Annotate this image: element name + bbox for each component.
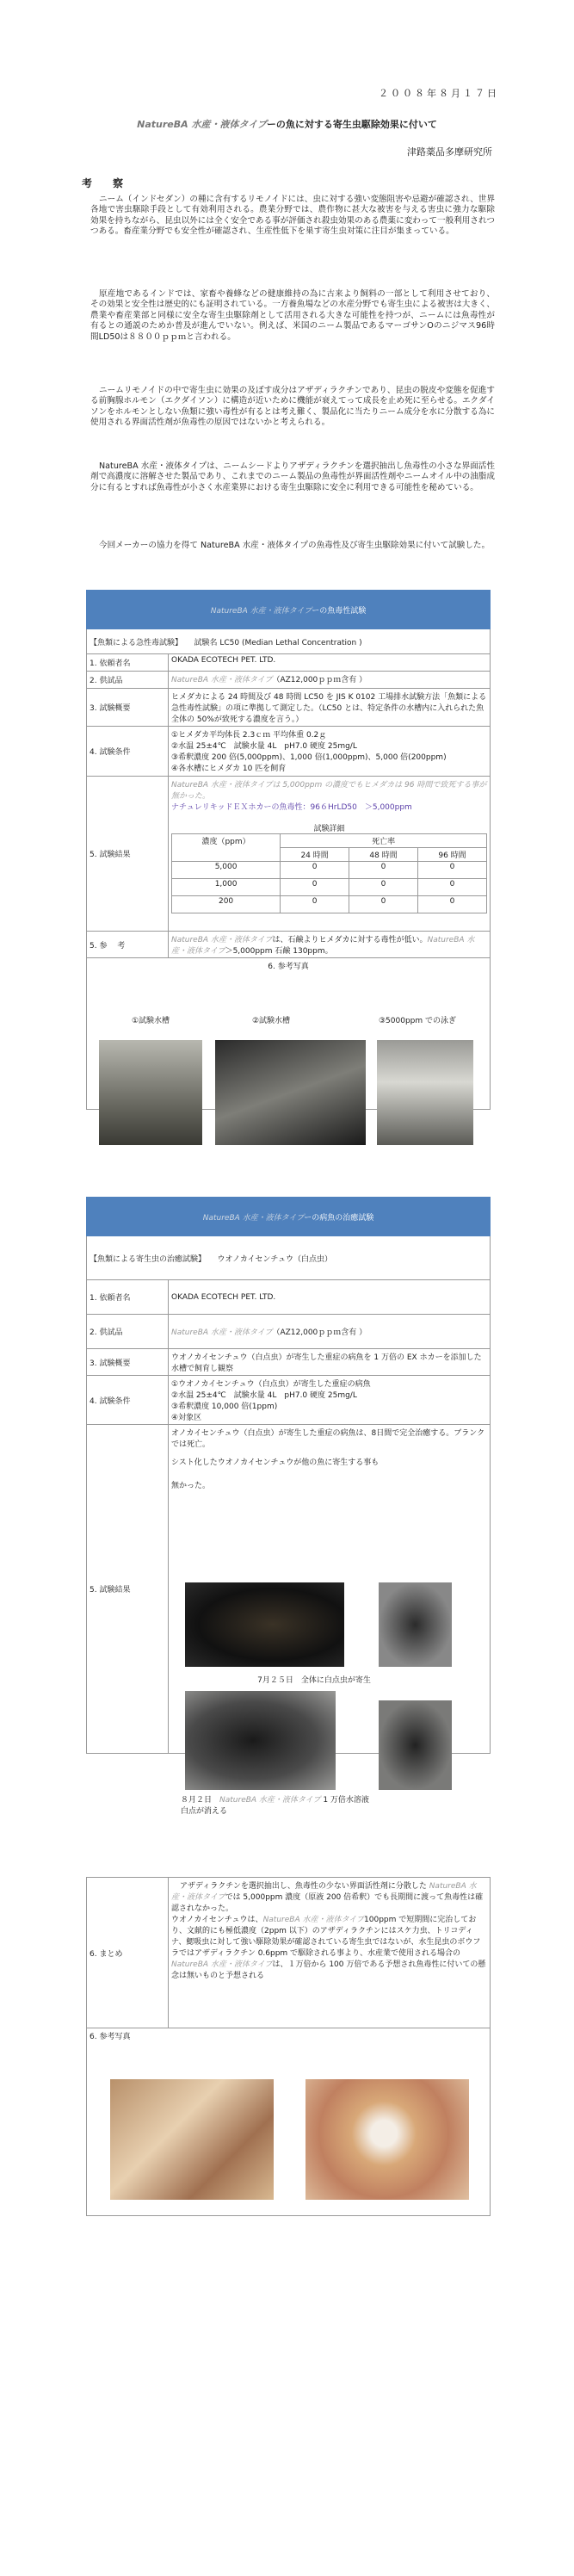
t1-hour-96: 96 時間 (418, 848, 487, 862)
table2-band-brand: NatureBA 水産・液体タイプ (202, 1213, 305, 1223)
t2-cond-1: ①ウオノカイセンチュウ（白点虫）が寄生した重症の病魚 (171, 1380, 371, 1389)
t1-sample (169, 672, 491, 689)
title-rest: ーの魚に対する寄生虫駆除効果に付いて (266, 119, 437, 130)
t2-result-text2: シスト化したウオノカイセンチュウが他の魚に寄生する事も (171, 1458, 380, 1467)
t2-label-requester: 1. 依頼者名 (87, 1280, 169, 1315)
t1-conditions (169, 727, 491, 777)
t1-photo-cap-3: ③5000ppm での泳ぎ (378, 1017, 457, 1025)
t1-conc-200: 200 (172, 896, 281, 913)
t1-photo-cap-1: ①試験水槽 (131, 1017, 170, 1025)
t2-cond-4: ④対象区 (171, 1414, 202, 1422)
t1-detail-table (171, 833, 487, 913)
paragraph-2: 原産地であるインドでは、家畜や養蜂などの健康維持の為に古来より飼料の一部として利用させており、その効果と安全性は歴史的にも証明されている。一方養魚場などの水産分野でも寄生虫による被害は大きく、農業や畜産業部と同様に安全な寄生虫駆除剤として活用される大きな可能性を持つが、ニームには魚毒性が有るとの通説のためか普及が進んでいない。例えば、米国のニーム製品であるマーゴサンOのニジマス96時間LD50は８８００ｐｐｍと言われる。 (90, 289, 495, 342)
t1-cell: 0 (418, 879, 487, 896)
t1-detail-title: 試験詳細 (313, 825, 345, 833)
t3-summary-2: では 5,000ppm 濃度（原液 200 倍希釈）でも長期間に渡って魚毒性は確認されなかった。 (171, 1893, 484, 1913)
t1-cond-4: ④各水槽にヒメダカ 10 匹を飼育 (171, 765, 287, 773)
t3-summary (169, 1878, 491, 2028)
table1-band-title: ーの魚毒性試験 (312, 606, 367, 616)
t1-photos-title: 6. 参考写真 (268, 963, 309, 971)
cure-test-table (86, 1197, 491, 1754)
t1-cell: 0 (281, 862, 349, 879)
t1-photo-cap-2: ②試験水槽 (251, 1017, 291, 1025)
t1-ref-text2: ＞5,000ppm 石鹸 130ppm。 (225, 947, 333, 956)
paragraph-5: 今回メーカーの協力を得て NatureBA 水産・液体タイプの魚毒性及び寄生虫駆除効果に付いて試験した。 (99, 541, 491, 550)
t2-cap2-brand: NatureBA 水産・液体タイプ (219, 1796, 321, 1805)
t3-photos-title: 6. 参考写真 (89, 2033, 131, 2041)
t3-summary-1: アザディラクチンを選択抽出し、魚毒性の少ない界面活性剤に分散した (180, 1882, 429, 1891)
t1-label-reference: 5. 参 考 (87, 932, 169, 958)
t1-cell: 0 (418, 896, 487, 913)
t1-result-text: NatureBA 水産・液体タイプは 5,000ppm の濃度でもヒメダカは 96 時間で致死する事が無かった。 (171, 781, 487, 801)
section-heading: 考 察 (82, 177, 129, 189)
t1-cond-3: ③希釈濃度 200 倍(5,000ppm)、1,000 倍(1,000ppm)、5,000 倍(200ppm) (171, 753, 447, 762)
t3-summary-4: 100ppm で短期間に完治しており、文献的にも極低濃度（2ppm 以下）のアザディラクチンにはスケ力虫、トリコディナ、鰓吸虫に対して強い駆除効果が確認されている寄生虫ではないが、水生昆虫のボウフラではアザディラクチン 0.6ppm で駆除される事より、水産業で使用される場合の (171, 1916, 481, 1958)
t1-cell: 0 (281, 879, 349, 896)
toxicity-test-table (86, 590, 491, 1110)
t1-photo-tank-2 (215, 1040, 366, 1145)
t1-photo-tank-1 (99, 1040, 202, 1145)
t3-brand-2: NatureBA 水産・液体タイプ (262, 1916, 365, 1924)
t1-col-death: 死亡率 (281, 834, 487, 848)
t2-result-text3: 無かった。 (171, 1482, 211, 1490)
t1-label-requester: 1. 依頼者名 (87, 654, 169, 672)
paragraph-4: NatureBA 水産・液体タイプは、ニームシードよりアザディラクチンを選択抽出し魚毒性の小さな界面活性剤で高濃度に溶解させた製品であり、これまでのニーム製品の魚毒性が界面活性剤やニームオイル中の油脂成分に有るとすれば魚毒性が小さく水産業界における寄生虫駆除に安全に利用できる可能性を秘めている。 (90, 461, 495, 492)
t1-col-conc: 濃度（ppm） (172, 834, 281, 862)
paragraph-3: ニームリモノイドの中で寄生虫に効果の及ぼす成分はアザディラクチンであり、昆虫の脱皮や変態を促進する前胸腺ホルモン（エクダイソン）に構造が近いために機能が衰えてって成長を止め死に至らせる。エクダイソンをホルモンとしない魚類に強い毒性が有るとは考え難く、製品化に当たりニーム成分を水に分散する為に使用される界面活性剤が魚毒性の原因ではないかと考えられる。 (90, 386, 495, 428)
t2-cap2-note: 白点が消える (181, 1807, 228, 1816)
table1-band (87, 591, 491, 629)
table2-band-title: ーの病魚の治癒試験 (304, 1213, 374, 1223)
t1-label-sample: 2. 供試品 (87, 672, 169, 689)
t3-brand-3: NatureBA 水産・液体タイプ (171, 1960, 273, 1969)
t1-requester: OKADA ECOTECH PET. LTD. (169, 654, 491, 672)
t1-hour-24: 24 時間 (281, 848, 349, 862)
t2-result-text1: オノカイセンチュウ（白点虫）が寄生した重症の病魚は、8日間で完全治癒する。ブランクでは死亡。 (171, 1429, 485, 1449)
t2-requester: OKADA ECOTECH PET. LTD. (169, 1280, 491, 1315)
t2-sample (169, 1315, 491, 1349)
t2-sample-spec: （AZ12,000ｐｐｍ含有 ） (272, 1328, 367, 1337)
t3-label-summary: 6. まとめ (87, 1878, 169, 2028)
t3-brand-1: NatureBA 水産・液体タイプ (171, 1882, 477, 1902)
t1-reference (169, 932, 491, 958)
paragraph-1: ニーム（インドセダン）の種に含有するリモノイドには、虫に対する強い変態阻害や忌避が確認され、世界各地で害虫駆除手段として有効利用される。農業分野では、農作物に甚大な被害を与える害虫に強力な駆除効果を持ちながら、昆虫以外には全く安全である事が評価され殺虫効果のある農薬に変わって一般利用されつつある。畜産業分野でも安全性が確認され、生産性低下を巣す寄生虫対策に注目が集まっている。 (90, 195, 495, 237)
t1-photo-tank-3 (377, 1040, 473, 1145)
t1-overview: ヒメダカによる 24 時間及び 48 時間 LC50 を JIS K 0102 工場排水試験方法「魚類による急性毒性試験」の項に準拠して測定した。（LC50 とは、特定条件の水槽内に入れられた魚全体の 50%が致死する濃度を言う。） (169, 689, 491, 727)
table2-band (87, 1198, 491, 1236)
t1-result-lc50: ナチュレリキッドＥＸホカーの魚毒性：96６HrLD50 ＞5,000ppm (171, 803, 412, 812)
t1-label-conditions: 4. 試験条件 (87, 727, 169, 777)
t2-photo-sick-1 (185, 1582, 344, 1667)
t2-photo-cap-1: 7月２５日 全体に白点虫が寄生 (257, 1676, 371, 1685)
t1-cell: 0 (349, 862, 418, 879)
t1-cell: 0 (349, 879, 418, 896)
t1-ref-brand2: NatureBA 水産・液体タイプ (171, 936, 475, 956)
t3-photo-micro-2 (306, 2079, 469, 2200)
t1-cell: 0 (281, 896, 349, 913)
t2-photo-cap-2 (181, 1793, 447, 1816)
document-author: 津路薬品多摩研究所 (407, 146, 492, 158)
t2-photo-cured-2 (379, 1700, 452, 1790)
t1-label-overview: 3. 試験概要 (87, 689, 169, 727)
t3-photo-micro-1 (110, 2079, 274, 2200)
t2-cap2-conc: 1 万倍水溶液 (320, 1796, 369, 1805)
t2-label-results: 5. 試験結果 (87, 1425, 169, 1754)
t2-photo-cured-1 (185, 1691, 336, 1790)
t1-label-results: 5. 試験結果 (87, 777, 169, 932)
t1-cond-2: ②水温 25±4℃ 試験水量 4L pH7.0 硬度 25mg/L (171, 742, 357, 751)
t2-overview: ウオノカイセンチュウ（白点虫）が寄生した重症の病魚を 1 万倍の EX ホカーを添加した水槽で飼育し観察 (169, 1349, 491, 1376)
t2-cond-3: ③希釈濃度 10,000 倍(1ppm) (171, 1403, 278, 1411)
t1-cell: 0 (349, 896, 418, 913)
t2-photo-sick-2 (379, 1582, 452, 1667)
t1-conc-1000: 1,000 (172, 879, 281, 896)
t2-label-sample: 2. 供試品 (87, 1315, 169, 1349)
t2-cap2-date: ８月２日 (181, 1796, 220, 1805)
t1-sample-brand: NatureBA 水産・液体タイプ (171, 676, 273, 684)
t1-cond-1: ①ヒメダカ平均体長 2.3ｃｍ 平均体重 0.2ｇ (171, 731, 327, 740)
t2-conditions (169, 1376, 491, 1425)
t1-cell: 0 (418, 862, 487, 879)
table1-subtitle: 【魚類による急性毒試験】 試験名 LC50 (Median Lethal Concentration ) (87, 629, 491, 654)
t3-summary-3: ウオノカイセンチュウは、 (171, 1916, 263, 1924)
t1-conc-5000: 5,000 (172, 862, 281, 879)
t2-label-overview: 3. 試験概要 (87, 1349, 169, 1376)
t2-sample-brand: NatureBA 水産・液体タイプ (171, 1328, 273, 1337)
t2-label-conditions: 4. 試験条件 (87, 1376, 169, 1425)
t2-cond-2: ②水温 25±4℃ 試験水量 4L pH7.0 硬度 25mg/L (171, 1391, 357, 1400)
t1-sample-spec: （AZ12,000ｐｐｍ含有 ） (272, 676, 367, 684)
t1-ref-text1: は、石鹸よりヒメダカに対する毒性が低い。 (272, 936, 428, 944)
table2-subtitle: 【魚類による寄生虫の治癒試験】 ウオノカイセンチュウ（白点虫） (87, 1236, 491, 1280)
t1-hour-48: 48 時間 (349, 848, 418, 862)
document-date: ２００８年８月１７日 (379, 88, 499, 99)
t1-ref-brand1: NatureBA 水産・液体タイプ (171, 936, 273, 944)
title-brand: NatureBA 水産・液体タイプ (137, 119, 267, 130)
table1-band-brand: NatureBA 水産・液体タイプ (210, 606, 312, 616)
t1-results (169, 777, 491, 932)
document-title (0, 117, 574, 131)
t3-summary-5: は、１万倍から 100 万倍である予想され魚毒性に付いての懸念は無いものと予想される (171, 1960, 486, 1980)
